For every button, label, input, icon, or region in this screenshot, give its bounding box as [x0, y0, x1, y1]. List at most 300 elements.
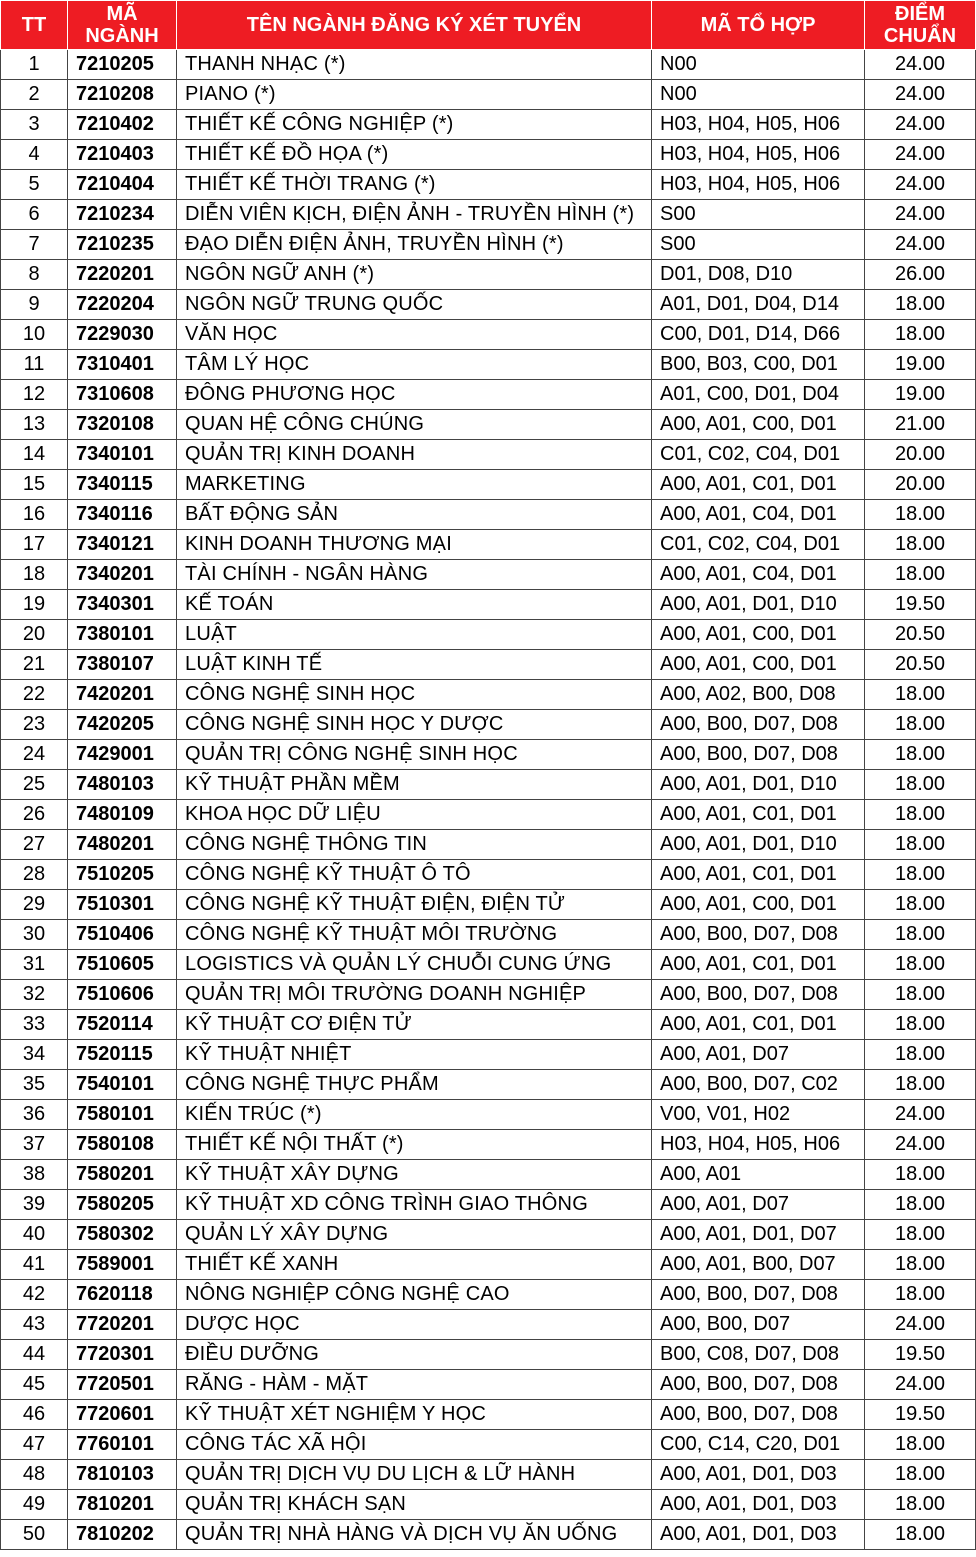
cell-combination-code: C01, C02, C04, D01 — [652, 530, 865, 560]
table-row — [1, 1070, 976, 1100]
cell-cutoff-score: 19.00 — [865, 380, 976, 410]
cell-combination-code: B00, C08, D07, D08 — [652, 1340, 865, 1370]
cell-major-name: KIẾN TRÚC (*) — [177, 1100, 652, 1130]
cell-major-code: 7229030 — [68, 320, 177, 350]
cell-major-name: QUAN HỆ CÔNG CHÚNG — [177, 410, 652, 440]
cell-major-code: 7340101 — [68, 440, 177, 470]
table-row — [1, 1400, 976, 1430]
cell-cutoff-score: 18.00 — [865, 1220, 976, 1250]
cell-combination-code: A00, A01, C00, D01 — [652, 410, 865, 440]
table-row — [1, 50, 976, 80]
cell-cutoff-score: 24.00 — [865, 1100, 976, 1130]
cell-major-code: 7340116 — [68, 500, 177, 530]
cell-major-code: 7810201 — [68, 1490, 177, 1520]
table-row — [1, 1490, 976, 1520]
cell-cutoff-score: 19.50 — [865, 590, 976, 620]
cell-combination-code: A00, A01, D01, D07 — [652, 1220, 865, 1250]
table-row — [1, 560, 976, 590]
cell-major-name: KỸ THUẬT CƠ ĐIỆN TỬ — [177, 1010, 652, 1040]
cell-major-code: 7380101 — [68, 620, 177, 650]
cell-tt: 48 — [1, 1460, 68, 1490]
cell-tt: 31 — [1, 950, 68, 980]
cell-cutoff-score: 18.00 — [865, 1460, 976, 1490]
cell-major-code: 7720601 — [68, 1400, 177, 1430]
cell-combination-code: A00, B00, D07, D08 — [652, 1370, 865, 1400]
cell-major-code: 7540101 — [68, 1070, 177, 1100]
cell-major-name: CÔNG NGHỆ SINH HỌC — [177, 680, 652, 710]
cell-combination-code: A00, B00, D07, C02 — [652, 1070, 865, 1100]
cell-combination-code: H03, H04, H05, H06 — [652, 110, 865, 140]
cell-tt: 3 — [1, 110, 68, 140]
table-row — [1, 1460, 976, 1490]
table-row — [1, 1310, 976, 1340]
cell-cutoff-score: 18.00 — [865, 1160, 976, 1190]
table-row — [1, 140, 976, 170]
cell-major-name: CÔNG TÁC XÃ HỘI — [177, 1430, 652, 1460]
cell-major-code: 7480103 — [68, 770, 177, 800]
cell-tt: 22 — [1, 680, 68, 710]
cell-major-code: 7480109 — [68, 800, 177, 830]
cell-major-name: QUẢN TRỊ MÔI TRƯỜNG DOANH NGHIỆP — [177, 980, 652, 1010]
cell-major-code: 7429001 — [68, 740, 177, 770]
cell-cutoff-score: 24.00 — [865, 230, 976, 260]
table-row — [1, 1430, 976, 1460]
table-row — [1, 920, 976, 950]
cell-major-code: 7220204 — [68, 290, 177, 320]
cell-major-code: 7340201 — [68, 560, 177, 590]
cell-cutoff-score: 20.50 — [865, 650, 976, 680]
cell-cutoff-score: 18.00 — [865, 680, 976, 710]
cell-major-code: 7340121 — [68, 530, 177, 560]
cell-cutoff-score: 24.00 — [865, 1130, 976, 1160]
cell-cutoff-score: 18.00 — [865, 920, 976, 950]
table-row — [1, 1520, 976, 1550]
cell-cutoff-score: 20.00 — [865, 470, 976, 500]
cell-cutoff-score: 18.00 — [865, 1070, 976, 1100]
cell-cutoff-score: 24.00 — [865, 1310, 976, 1340]
cell-tt: 4 — [1, 140, 68, 170]
cell-major-code: 7589001 — [68, 1250, 177, 1280]
cell-major-code: 7420205 — [68, 710, 177, 740]
table-row — [1, 590, 976, 620]
cell-major-name: QUẢN TRỊ DỊCH VỤ DU LỊCH & LỮ HÀNH — [177, 1460, 652, 1490]
table-row — [1, 680, 976, 710]
cell-major-code: 7210402 — [68, 110, 177, 140]
cell-tt: 16 — [1, 500, 68, 530]
cell-combination-code: H03, H04, H05, H06 — [652, 1130, 865, 1160]
cell-tt: 34 — [1, 1040, 68, 1070]
cell-major-name: BẤT ĐỘNG SẢN — [177, 500, 652, 530]
cell-cutoff-score: 18.00 — [865, 320, 976, 350]
cell-tt: 27 — [1, 830, 68, 860]
cell-major-code: 7310608 — [68, 380, 177, 410]
cell-tt: 5 — [1, 170, 68, 200]
cell-tt: 2 — [1, 80, 68, 110]
cell-combination-code: A00, A01, C04, D01 — [652, 500, 865, 530]
cell-combination-code: C00, C14, C20, D01 — [652, 1430, 865, 1460]
cell-tt: 37 — [1, 1130, 68, 1160]
cell-combination-code: N00 — [652, 80, 865, 110]
cell-tt: 15 — [1, 470, 68, 500]
cell-tt: 35 — [1, 1070, 68, 1100]
cell-major-name: QUẢN TRỊ KHÁCH SẠN — [177, 1490, 652, 1520]
cell-tt: 23 — [1, 710, 68, 740]
header-row — [1, 1, 976, 50]
cell-cutoff-score: 24.00 — [865, 200, 976, 230]
table-row — [1, 1280, 976, 1310]
cell-major-code: 7720301 — [68, 1340, 177, 1370]
cell-major-name: QUẢN TRỊ KINH DOANH — [177, 440, 652, 470]
cell-tt: 13 — [1, 410, 68, 440]
cell-combination-code: A00, A02, B00, D08 — [652, 680, 865, 710]
cell-tt: 40 — [1, 1220, 68, 1250]
cell-combination-code: H03, H04, H05, H06 — [652, 170, 865, 200]
cell-major-name: LUẬT — [177, 620, 652, 650]
cell-tt: 21 — [1, 650, 68, 680]
cell-combination-code: A00, A01, D01, D10 — [652, 590, 865, 620]
cell-cutoff-score: 21.00 — [865, 410, 976, 440]
cell-cutoff-score: 18.00 — [865, 830, 976, 860]
cell-combination-code: A00, A01, D01, D03 — [652, 1520, 865, 1550]
cell-tt: 50 — [1, 1520, 68, 1550]
cell-tt: 7 — [1, 230, 68, 260]
cell-cutoff-score: 24.00 — [865, 50, 976, 80]
table-row — [1, 350, 976, 380]
cell-major-name: NGÔN NGỮ TRUNG QUỐC — [177, 290, 652, 320]
cell-tt: 41 — [1, 1250, 68, 1280]
cell-tt: 11 — [1, 350, 68, 380]
cell-major-name: KỸ THUẬT XÉT NGHIỆM Y HỌC — [177, 1400, 652, 1430]
cell-major-code: 7340115 — [68, 470, 177, 500]
table-row — [1, 200, 976, 230]
cell-major-code: 7510605 — [68, 950, 177, 980]
cell-major-code: 7510301 — [68, 890, 177, 920]
cell-major-name: ĐIỀU DƯỠNG — [177, 1340, 652, 1370]
cell-major-name: CÔNG NGHỆ THỰC PHẨM — [177, 1070, 652, 1100]
table-row — [1, 110, 976, 140]
cell-major-code: 7520114 — [68, 1010, 177, 1040]
cell-major-code: 7310401 — [68, 350, 177, 380]
table-row — [1, 380, 976, 410]
cell-combination-code: A00, A01, D07 — [652, 1040, 865, 1070]
cell-major-code: 7210234 — [68, 200, 177, 230]
cell-major-name: THANH NHẠC (*) — [177, 50, 652, 80]
cell-major-code: 7210404 — [68, 170, 177, 200]
table-row — [1, 950, 976, 980]
cell-major-code: 7620118 — [68, 1280, 177, 1310]
cell-cutoff-score: 18.00 — [865, 1490, 976, 1520]
table-body — [1, 50, 976, 1550]
cell-combination-code: S00 — [652, 200, 865, 230]
cell-tt: 6 — [1, 200, 68, 230]
cell-major-code: 7520115 — [68, 1040, 177, 1070]
cell-major-code: 7580302 — [68, 1220, 177, 1250]
cell-tt: 1 — [1, 50, 68, 80]
table-row — [1, 770, 976, 800]
cell-combination-code: A00, A01, D01, D10 — [652, 770, 865, 800]
table-row — [1, 1100, 976, 1130]
cell-major-code: 7760101 — [68, 1430, 177, 1460]
cell-major-name: VĂN HỌC — [177, 320, 652, 350]
cell-cutoff-score: 20.50 — [865, 620, 976, 650]
cell-major-name: KỸ THUẬT XD CÔNG TRÌNH GIAO THÔNG — [177, 1190, 652, 1220]
cell-tt: 26 — [1, 800, 68, 830]
cell-cutoff-score: 18.00 — [865, 740, 976, 770]
cell-cutoff-score: 24.00 — [865, 110, 976, 140]
cell-cutoff-score: 26.00 — [865, 260, 976, 290]
cell-combination-code: A00, A01, D01, D10 — [652, 830, 865, 860]
cell-combination-code: H03, H04, H05, H06 — [652, 140, 865, 170]
cell-major-code: 7510406 — [68, 920, 177, 950]
cell-cutoff-score: 18.00 — [865, 710, 976, 740]
cell-tt: 39 — [1, 1190, 68, 1220]
cell-tt: 49 — [1, 1490, 68, 1520]
cell-major-code: 7210205 — [68, 50, 177, 80]
cell-tt: 38 — [1, 1160, 68, 1190]
table-row — [1, 1130, 976, 1160]
cell-combination-code: B00, B03, C00, D01 — [652, 350, 865, 380]
cell-tt: 24 — [1, 740, 68, 770]
cell-combination-code: A00, A01, C00, D01 — [652, 890, 865, 920]
table-row — [1, 1190, 976, 1220]
table-row — [1, 1160, 976, 1190]
table-row — [1, 1250, 976, 1280]
cell-major-code: 7210235 — [68, 230, 177, 260]
cell-cutoff-score: 18.00 — [865, 800, 976, 830]
cell-major-code: 7480201 — [68, 830, 177, 860]
cell-major-name: DƯỢC HỌC — [177, 1310, 652, 1340]
cell-major-name: ĐÔNG PHƯƠNG HỌC — [177, 380, 652, 410]
table-row — [1, 1040, 976, 1070]
cell-cutoff-score: 24.00 — [865, 140, 976, 170]
cell-combination-code: A00, A01 — [652, 1160, 865, 1190]
cell-cutoff-score: 18.00 — [865, 1010, 976, 1040]
cell-major-name: TÀI CHÍNH - NGÂN HÀNG — [177, 560, 652, 590]
cell-tt: 25 — [1, 770, 68, 800]
cell-major-name: KỸ THUẬT PHẦN MỀM — [177, 770, 652, 800]
cell-major-name: THIẾT KẾ ĐỒ HỌA (*) — [177, 140, 652, 170]
cell-cutoff-score: 18.00 — [865, 290, 976, 320]
cell-combination-code: S00 — [652, 230, 865, 260]
cell-tt: 10 — [1, 320, 68, 350]
table-row — [1, 1220, 976, 1250]
cell-cutoff-score: 18.00 — [865, 980, 976, 1010]
cell-major-name: THIẾT KẾ NỘI THẤT (*) — [177, 1130, 652, 1160]
table-row — [1, 470, 976, 500]
cell-major-name: RĂNG - HÀM - MẶT — [177, 1370, 652, 1400]
cell-cutoff-score: 18.00 — [865, 560, 976, 590]
cell-major-name: KINH DOANH THƯƠNG MẠI — [177, 530, 652, 560]
cell-combination-code: A00, A01, D01, D03 — [652, 1460, 865, 1490]
cell-combination-code: A00, A01, C00, D01 — [652, 650, 865, 680]
cell-combination-code: C01, C02, C04, D01 — [652, 440, 865, 470]
cell-tt: 28 — [1, 860, 68, 890]
table-row — [1, 530, 976, 560]
cell-cutoff-score: 18.00 — [865, 1280, 976, 1310]
cell-major-code: 7510205 — [68, 860, 177, 890]
cell-major-name: QUẢN TRỊ NHÀ HÀNG VÀ DỊCH VỤ ĂN UỐNG — [177, 1520, 652, 1550]
cell-major-code: 7210403 — [68, 140, 177, 170]
cell-major-name: THIẾT KẾ XANH — [177, 1250, 652, 1280]
cell-major-code: 7320108 — [68, 410, 177, 440]
table-row — [1, 890, 976, 920]
cell-cutoff-score: 18.00 — [865, 1250, 976, 1280]
table-row — [1, 980, 976, 1010]
cell-combination-code: A00, A01, C01, D01 — [652, 800, 865, 830]
cell-major-name: MARKETING — [177, 470, 652, 500]
cell-tt: 17 — [1, 530, 68, 560]
cell-major-code: 7210208 — [68, 80, 177, 110]
cell-major-name: TÂM LÝ HỌC — [177, 350, 652, 380]
table-row — [1, 260, 976, 290]
cell-major-code: 7580108 — [68, 1130, 177, 1160]
cell-major-code: 7220201 — [68, 260, 177, 290]
table-row — [1, 410, 976, 440]
cell-major-name: KHOA HỌC DỮ LIỆU — [177, 800, 652, 830]
cell-combination-code: A00, B00, D07 — [652, 1310, 865, 1340]
table-row — [1, 440, 976, 470]
cell-cutoff-score: 18.00 — [865, 950, 976, 980]
cell-combination-code: A00, A01, C01, D01 — [652, 860, 865, 890]
cell-combination-code: A01, D01, D04, D14 — [652, 290, 865, 320]
table-row — [1, 1370, 976, 1400]
cell-cutoff-score: 18.00 — [865, 500, 976, 530]
cell-major-name: LUẬT KINH TẾ — [177, 650, 652, 680]
cell-combination-code: A00, A01, C01, D01 — [652, 470, 865, 500]
cell-major-code: 7810202 — [68, 1520, 177, 1550]
cell-combination-code: C00, D01, D14, D66 — [652, 320, 865, 350]
table-row — [1, 620, 976, 650]
table-row — [1, 650, 976, 680]
cell-combination-code: A00, B00, D07, D08 — [652, 1280, 865, 1310]
cell-tt: 46 — [1, 1400, 68, 1430]
cell-tt: 36 — [1, 1100, 68, 1130]
cell-tt: 33 — [1, 1010, 68, 1040]
cell-tt: 19 — [1, 590, 68, 620]
header-tt: TT — [1, 1, 68, 50]
cell-major-name: NÔNG NGHIỆP CÔNG NGHỆ CAO — [177, 1280, 652, 1310]
cell-cutoff-score: 19.50 — [865, 1400, 976, 1430]
cell-major-name: QUẢN TRỊ CÔNG NGHỆ SINH HỌC — [177, 740, 652, 770]
cell-combination-code: A00, A01, D07 — [652, 1190, 865, 1220]
cell-tt: 42 — [1, 1280, 68, 1310]
cell-combination-code: A00, A01, B00, D07 — [652, 1250, 865, 1280]
cell-combination-code: A00, A01, C00, D01 — [652, 620, 865, 650]
cell-major-code: 7580201 — [68, 1160, 177, 1190]
cell-major-code: 7720501 — [68, 1370, 177, 1400]
cell-combination-code: V00, V01, H02 — [652, 1100, 865, 1130]
cell-tt: 29 — [1, 890, 68, 920]
cell-major-name: ĐẠO DIỄN ĐIỆN ẢNH, TRUYỀN HÌNH (*) — [177, 230, 652, 260]
cell-cutoff-score: 24.00 — [865, 1370, 976, 1400]
cell-cutoff-score: 19.00 — [865, 350, 976, 380]
cell-combination-code: A00, B00, D07, D08 — [652, 920, 865, 950]
cell-major-name: KẾ TOÁN — [177, 590, 652, 620]
cell-major-name: KỸ THUẬT XÂY DỰNG — [177, 1160, 652, 1190]
cell-tt: 43 — [1, 1310, 68, 1340]
cell-cutoff-score: 24.00 — [865, 170, 976, 200]
cell-major-code: 7580205 — [68, 1190, 177, 1220]
table-row — [1, 290, 976, 320]
cell-major-name: CÔNG NGHỆ THÔNG TIN — [177, 830, 652, 860]
cell-major-name: THIẾT KẾ THỜI TRANG (*) — [177, 170, 652, 200]
table-row — [1, 710, 976, 740]
cell-major-name: KỸ THUẬT NHIỆT — [177, 1040, 652, 1070]
table-header — [1, 1, 976, 50]
cell-tt: 20 — [1, 620, 68, 650]
cell-tt: 18 — [1, 560, 68, 590]
cell-cutoff-score: 18.00 — [865, 890, 976, 920]
cell-major-code: 7380107 — [68, 650, 177, 680]
table-row — [1, 1340, 976, 1370]
cell-cutoff-score: 18.00 — [865, 1190, 976, 1220]
cell-major-code: 7720201 — [68, 1310, 177, 1340]
table-row — [1, 860, 976, 890]
cell-tt: 44 — [1, 1340, 68, 1370]
table-row — [1, 800, 976, 830]
cell-major-name: CÔNG NGHỆ SINH HỌC Y DƯỢC — [177, 710, 652, 740]
table-row — [1, 320, 976, 350]
cell-cutoff-score: 18.00 — [865, 1520, 976, 1550]
cell-combination-code: A00, A01, C04, D01 — [652, 560, 865, 590]
table-row — [1, 740, 976, 770]
cell-major-name: NGÔN NGỮ ANH (*) — [177, 260, 652, 290]
cell-cutoff-score: 18.00 — [865, 1040, 976, 1070]
cell-cutoff-score: 18.00 — [865, 860, 976, 890]
header-major-code: MÃ NGÀNH — [68, 1, 177, 50]
header-major-name: TÊN NGÀNH ĐĂNG KÝ XÉT TUYỂN — [177, 1, 652, 50]
cell-major-name: CÔNG NGHỆ KỸ THUẬT ĐIỆN, ĐIỆN TỬ — [177, 890, 652, 920]
table-row — [1, 1010, 976, 1040]
cell-major-name: DIỄN VIÊN KỊCH, ĐIỆN ẢNH - TRUYỀN HÌNH (*) — [177, 200, 652, 230]
cell-combination-code: A00, A01, C01, D01 — [652, 1010, 865, 1040]
cell-tt: 30 — [1, 920, 68, 950]
cell-tt: 12 — [1, 380, 68, 410]
cell-tt: 14 — [1, 440, 68, 470]
cell-tt: 8 — [1, 260, 68, 290]
cell-combination-code: A00, B00, D07, D08 — [652, 1400, 865, 1430]
cell-major-name: THIẾT KẾ CÔNG NGHIỆP (*) — [177, 110, 652, 140]
table-row — [1, 170, 976, 200]
cell-combination-code: A00, B00, D07, D08 — [652, 740, 865, 770]
cell-combination-code: A00, B00, D07, D08 — [652, 710, 865, 740]
table-row — [1, 830, 976, 860]
cell-major-code: 7510606 — [68, 980, 177, 1010]
header-cutoff-score: ĐIỂM CHUẨN — [865, 1, 976, 50]
cell-tt: 32 — [1, 980, 68, 1010]
cell-combination-code: A01, C00, D01, D04 — [652, 380, 865, 410]
cell-cutoff-score: 19.50 — [865, 1340, 976, 1370]
cell-major-code: 7580101 — [68, 1100, 177, 1130]
cell-cutoff-score: 20.00 — [865, 440, 976, 470]
cell-tt: 45 — [1, 1370, 68, 1400]
header-combination-code: MÃ TỔ HỢP — [652, 1, 865, 50]
cell-combination-code: A00, A01, C01, D01 — [652, 950, 865, 980]
cell-combination-code: A00, B00, D07, D08 — [652, 980, 865, 1010]
cell-major-name: QUẢN LÝ XÂY DỰNG — [177, 1220, 652, 1250]
cell-major-code: 7340301 — [68, 590, 177, 620]
table-row — [1, 500, 976, 530]
cell-major-name: CÔNG NGHỆ KỸ THUẬT Ô TÔ — [177, 860, 652, 890]
cell-major-name: PIANO (*) — [177, 80, 652, 110]
cell-combination-code: A00, A01, D01, D03 — [652, 1490, 865, 1520]
cell-cutoff-score: 24.00 — [865, 80, 976, 110]
table-row — [1, 230, 976, 260]
cell-major-code: 7420201 — [68, 680, 177, 710]
cell-combination-code: D01, D08, D10 — [652, 260, 865, 290]
cell-combination-code: N00 — [652, 50, 865, 80]
cell-tt: 9 — [1, 290, 68, 320]
